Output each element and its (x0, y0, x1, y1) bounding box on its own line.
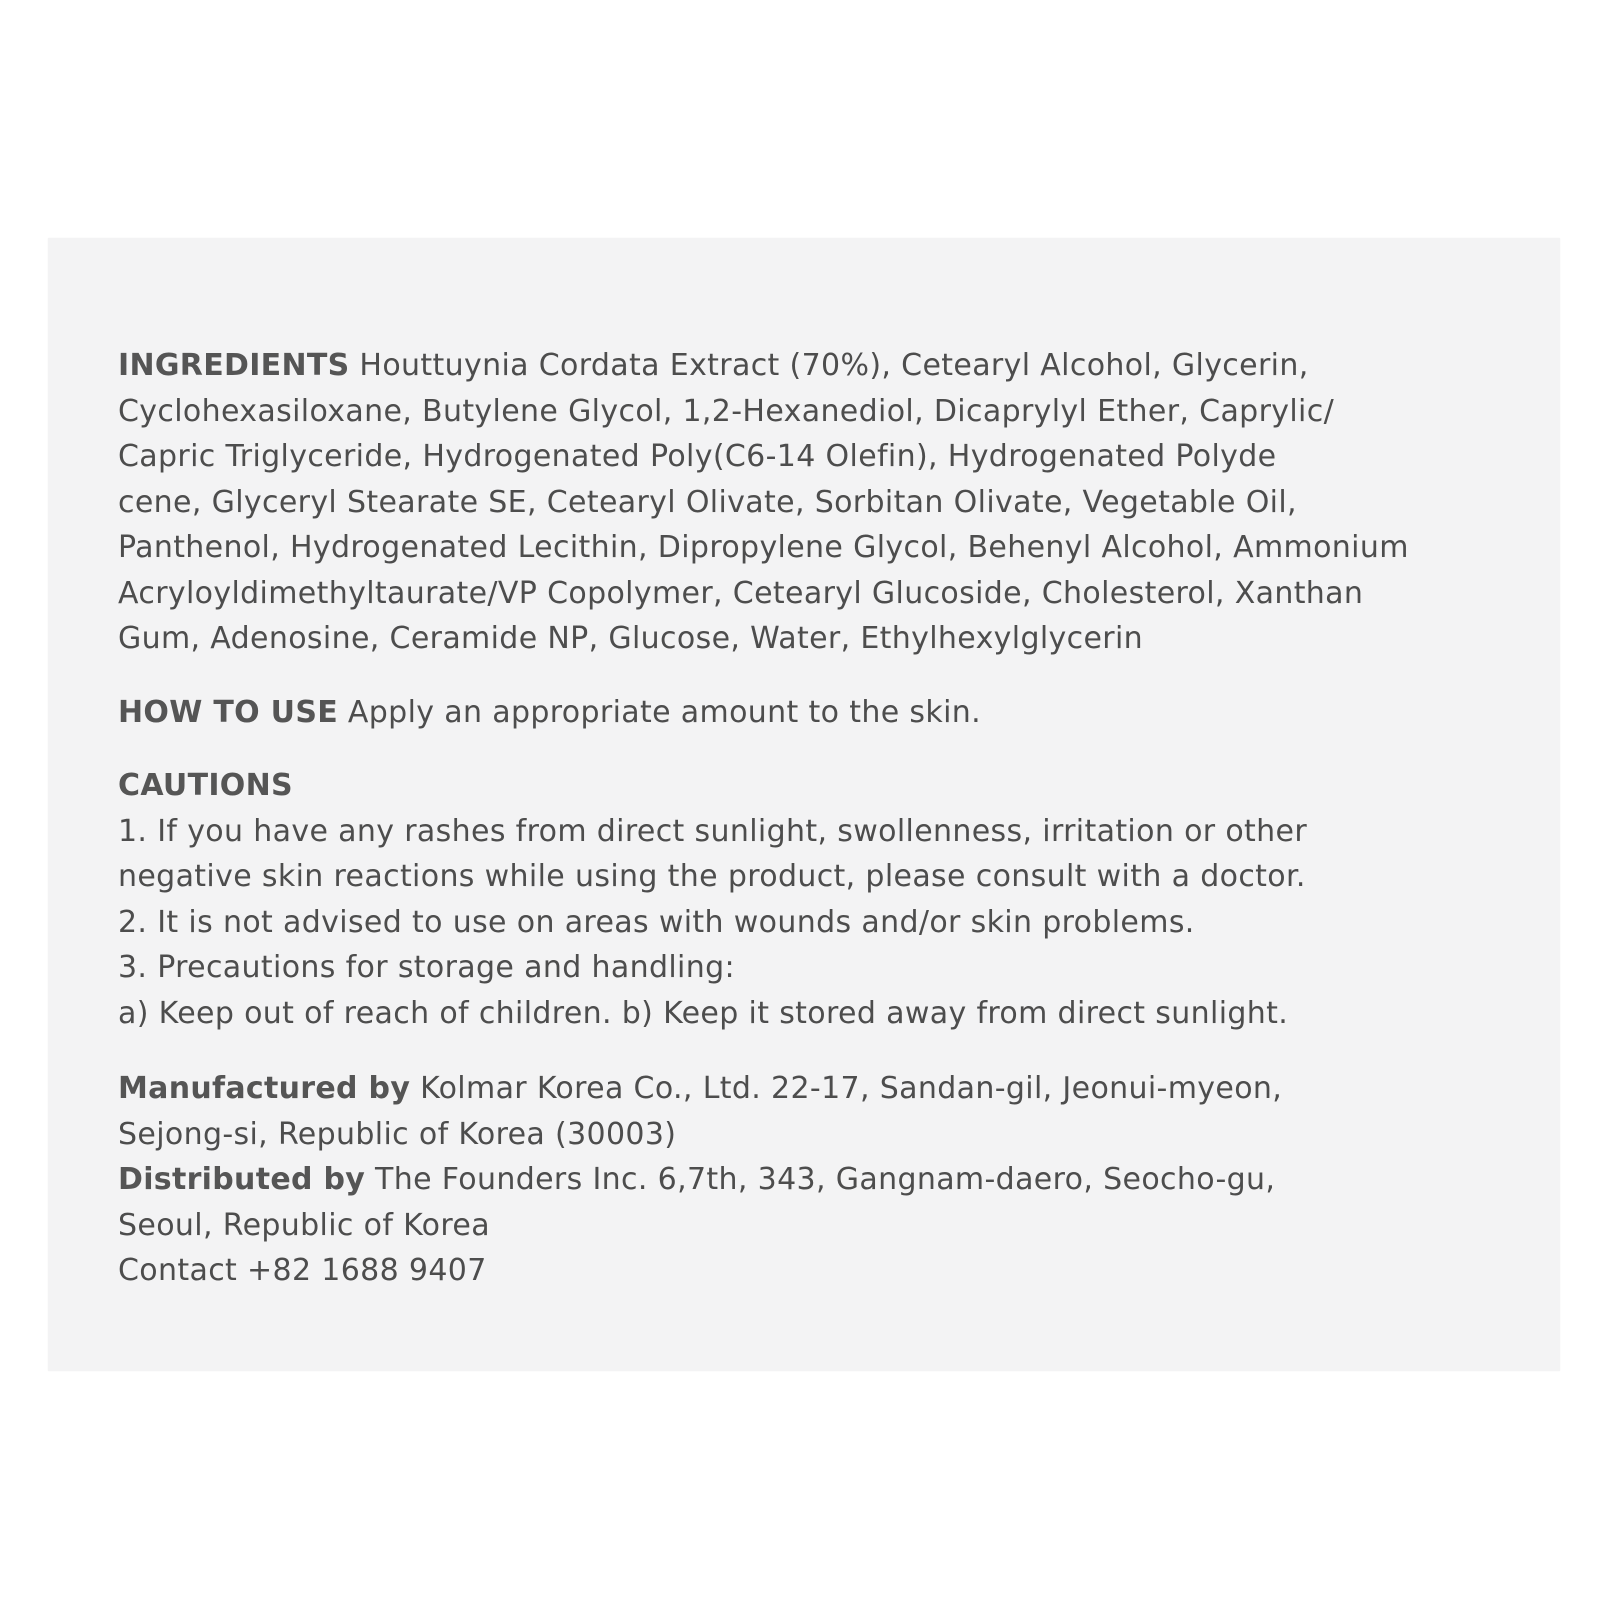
caution-line: 2. It is not advised to use on areas with wounds and/or skin problems. (118, 904, 1195, 940)
cautions-section (118, 763, 1508, 1036)
caution-line: a) Keep out of reach of children. b) Keep it stored away from direct sunlight. (118, 995, 1289, 1031)
caution-line: 3. Precautions for storage and handling: (118, 950, 735, 985)
distributor-address-line2: Seoul, Republic of Korea (118, 1207, 490, 1243)
distributor-address: The Founders Inc. 6,7th, 343, Gangnam-daero, Seocho-gu, (375, 1162, 1276, 1197)
manufacturer-heading: Manufactured by (118, 1071, 411, 1106)
how-to-use-line (118, 690, 1508, 736)
ingredients-line: Houttuynia Cordata Extract (70%), Cetearyl Alcohol, Glycerin, (359, 348, 1309, 383)
manufacturer-name: Kolmar Korea Co., Ltd. (420, 1071, 762, 1106)
how-to-use-section (118, 690, 1508, 736)
distributor-heading: Distributed by (118, 1162, 366, 1197)
ingredients-line: Gum, Adenosine, Ceramide NP, Glucose, Water, Ethylhexylglycerin (118, 621, 1144, 656)
distributor-line (118, 1157, 1508, 1203)
product-label-panel (48, 238, 1560, 1371)
manufacturer-address: 22-17, Sandan-gil, Jeonui-myeon, (771, 1071, 1283, 1106)
company-info-section (118, 1066, 1508, 1294)
manufacturer-line (118, 1066, 1508, 1112)
label-text-content (118, 343, 1508, 1294)
ingredients-line: Capric Triglyceride, Hydrogenated Poly(C6-14 Olefin), Hydrogenated Polyde (118, 439, 1277, 474)
contact-line: Contact +82 1688 9407 (118, 1253, 487, 1288)
caution-line: negative skin reactions while using the product, please consult with a doctor. (118, 859, 1306, 894)
ingredients-line: cene, Glyceryl Stearate SE, Cetearyl Olivate, Sorbitan Olivate, Vegetable Oil, (118, 484, 1297, 520)
caution-line: 1. If you have any rashes from direct sunlight, swollenness, irritation or other (118, 813, 1308, 849)
how-to-use-heading: HOW TO USE (118, 694, 339, 730)
manufacturer-address-line2: Sejong-si, Republic of Korea (30003) (118, 1116, 677, 1152)
how-to-use-text: Apply an appropriate amount to the skin. (347, 694, 982, 730)
cautions-heading: CAUTIONS (118, 768, 293, 803)
ingredients-line: Panthenol, Hydrogenated Lecithin, Dipropylene Glycol, Behenyl Alcohol, Ammonium (118, 530, 1409, 565)
ingredients-heading: INGREDIENTS (118, 348, 350, 383)
ingredients-line: Cyclohexasiloxane, Butylene Glycol, 1,2-Hexanediol, Dicaprylyl Ether, Caprylic/ (118, 393, 1335, 429)
ingredients-line: Acryloyldimethyltaurate/VP Copolymer, Cetearyl Glucoside, Cholesterol, Xanthan (118, 575, 1364, 611)
ingredients-section (118, 343, 1508, 662)
ingredients-first-line (118, 343, 1508, 389)
